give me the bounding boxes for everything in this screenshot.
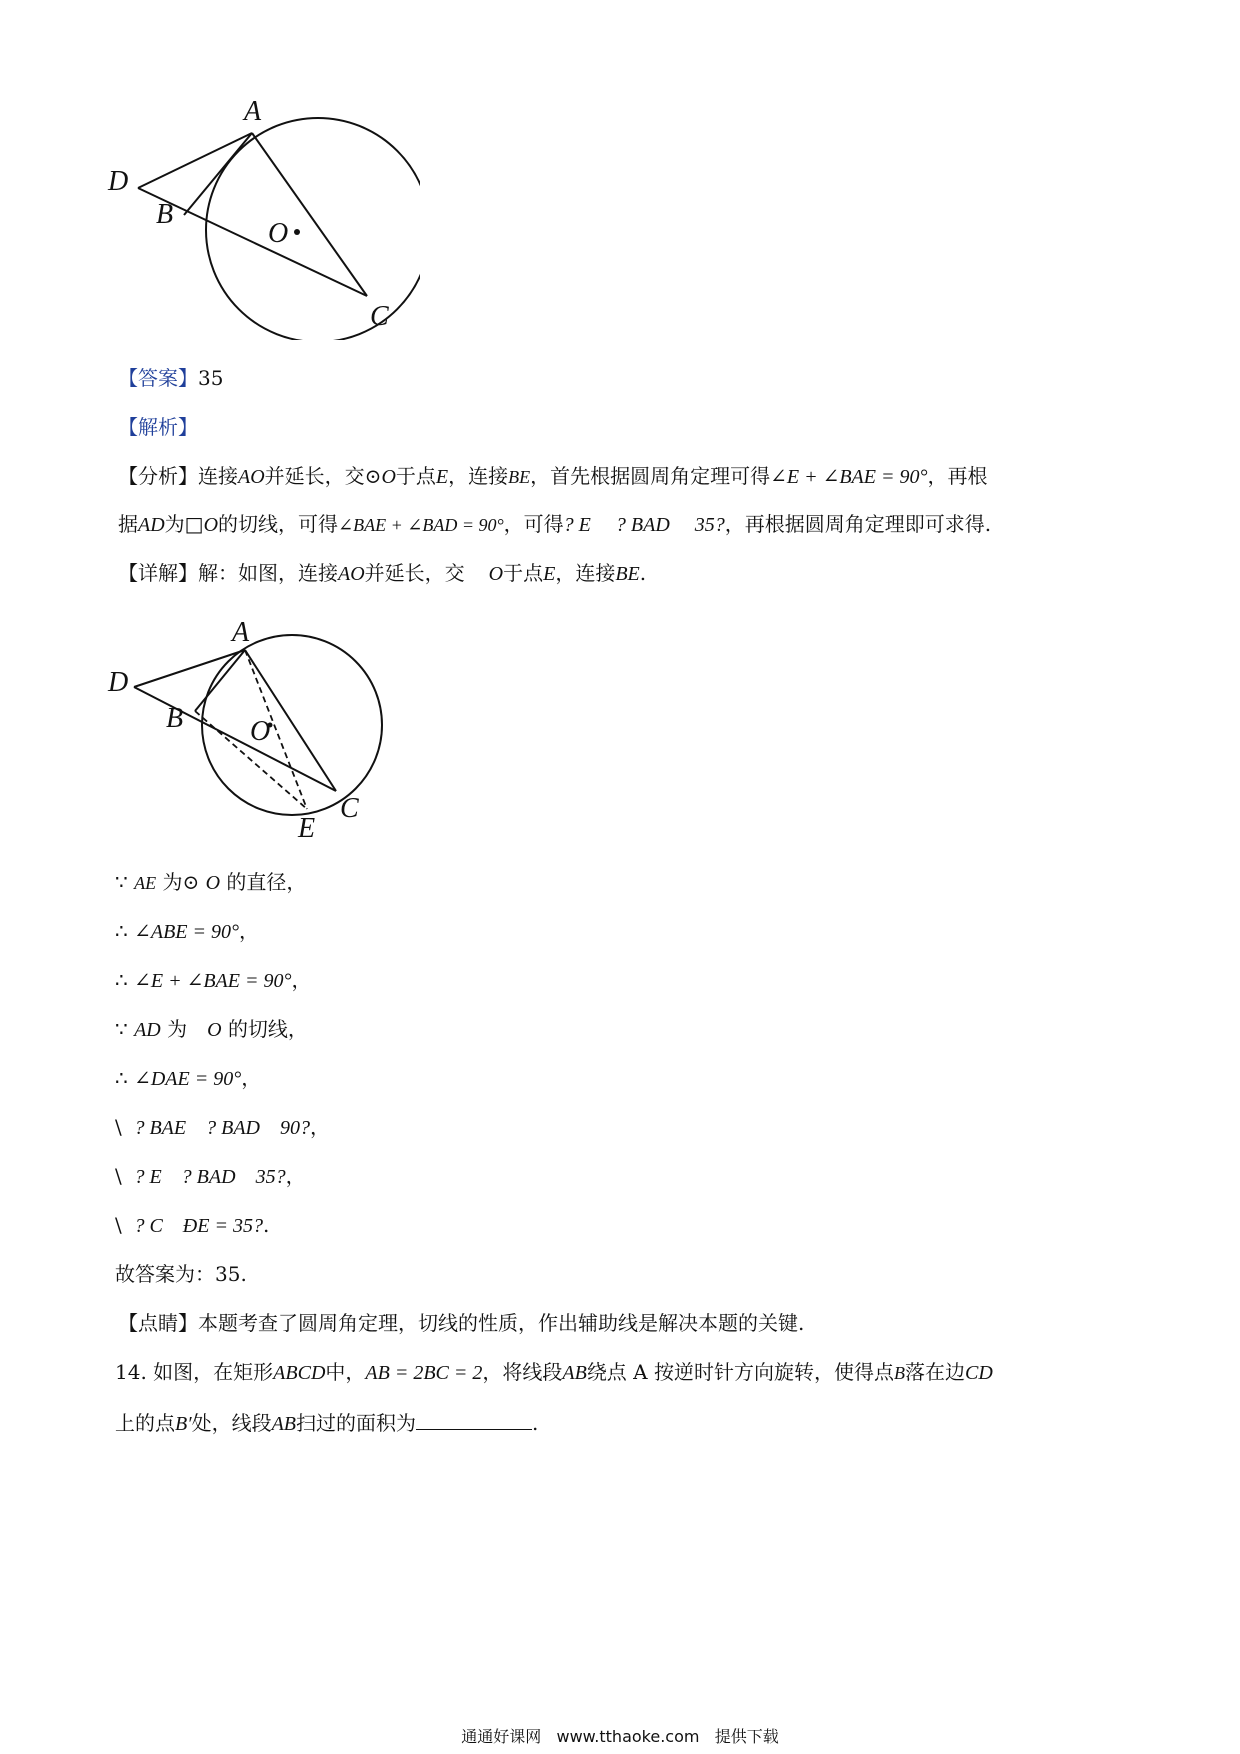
- math-ao: AO: [338, 563, 365, 585]
- text: 落在边: [904, 1360, 965, 1384]
- fenxi-tag: 【分析】: [118, 464, 198, 488]
- step-prefix: \: [115, 1164, 122, 1188]
- math-ab: AB: [271, 1413, 297, 1435]
- math-o: O: [205, 872, 221, 894]
- xiangjie-tag: 【详解】: [118, 561, 198, 585]
- text: .: [639, 561, 647, 585]
- step-math: ∠ABE = 90°: [134, 921, 239, 943]
- math-e: E: [543, 563, 556, 585]
- text: 于点: [503, 561, 544, 585]
- step-prefix: ∴: [115, 919, 128, 943]
- circle-symbol: □: [184, 512, 204, 536]
- segment-ac: [252, 133, 367, 296]
- fenxi-line-2: [118, 512, 991, 537]
- answer-line: [118, 366, 223, 390]
- answer-blank[interactable]: [416, 1409, 532, 1430]
- xiangjie-line: [118, 561, 646, 586]
- math-equation: AB = 2BC = 2: [365, 1362, 483, 1384]
- step-math: ∠DAE = 90°: [134, 1068, 242, 1090]
- step-tail: ，: [285, 1164, 306, 1188]
- step-prefix: \: [115, 1213, 122, 1237]
- circle-o: [202, 635, 382, 815]
- text: 据: [118, 512, 138, 536]
- text: 为: [164, 512, 185, 536]
- math-equation: ? E ? BAD 35?: [563, 514, 725, 536]
- dianjing-line: [118, 1311, 804, 1335]
- text: 为: [162, 870, 183, 894]
- fenxi-line-1: [118, 464, 987, 489]
- step-7: [115, 1164, 306, 1189]
- q14-line-2: [115, 1409, 538, 1436]
- circle-symbol: ⊙: [364, 464, 382, 488]
- math-b: B: [893, 1363, 905, 1383]
- text: 中，: [325, 1360, 366, 1384]
- analysis-tag: 【解析】: [118, 415, 198, 439]
- step-math: AE: [134, 873, 157, 893]
- step-tail: 的直径，: [226, 870, 307, 894]
- text: 绕点 A 按逆时针方向旋转，使得点: [586, 1360, 894, 1384]
- step-prefix: ∵: [115, 870, 128, 894]
- step-tail: ，: [291, 968, 312, 992]
- text: 的切线，可得: [218, 512, 339, 536]
- text: 为: [167, 1017, 188, 1041]
- math-o: O: [381, 466, 396, 488]
- step-6: [115, 1115, 330, 1140]
- step-tail: ，: [241, 1066, 262, 1090]
- answer-value: 35: [198, 366, 224, 390]
- step-8: [115, 1213, 269, 1238]
- conclusion: 故答案为：35.: [115, 1262, 247, 1286]
- text: ，连接: [555, 561, 616, 585]
- page-footer: 通通好课网 www.tthaoke.com 提供下载: [461, 1727, 779, 1746]
- label-e: E: [298, 813, 316, 844]
- step-prefix: ∵: [115, 1017, 128, 1041]
- text: 并延长，交: [264, 464, 365, 488]
- label-a: A: [232, 617, 250, 648]
- math-equation: ∠E + ∠BAE = 90°: [770, 466, 928, 488]
- step-2: [115, 919, 259, 944]
- text: 14. 如图，在矩形: [115, 1360, 274, 1384]
- text: ，可得: [503, 512, 564, 536]
- answer-tag: 【答案】: [118, 366, 198, 390]
- math-e: E: [435, 466, 449, 488]
- math-o: O: [207, 1019, 222, 1041]
- math-o: O: [488, 563, 504, 585]
- step-4: [115, 1017, 308, 1042]
- step-prefix: \: [115, 1115, 122, 1139]
- text: 于点: [395, 464, 436, 488]
- step-math: ? C ÐE = 35?: [134, 1215, 263, 1237]
- label-b: B: [166, 703, 184, 734]
- text: 扫过的面积为: [296, 1411, 417, 1435]
- math-o: O: [203, 514, 219, 536]
- label-o: O: [268, 218, 289, 249]
- math-b-prime: B′: [175, 1413, 192, 1435]
- text: 处，线段: [191, 1411, 272, 1435]
- step-prefix: ∴: [115, 1066, 128, 1090]
- step-5: [115, 1066, 261, 1091]
- segment-dc: [134, 687, 336, 791]
- text: 解：如图，连接: [198, 561, 338, 585]
- math-be: BE: [508, 467, 531, 487]
- step-tail: ，: [239, 919, 259, 943]
- step-3: [115, 968, 311, 993]
- label-a: A: [244, 96, 262, 127]
- label-b: B: [156, 199, 174, 230]
- dianjing-tag: 【点睛】: [118, 1311, 198, 1335]
- figure-1-circle-diagram: [100, 90, 420, 340]
- text: ，再根: [927, 464, 988, 488]
- label-o: O: [250, 716, 271, 747]
- step-tail: ，: [310, 1115, 330, 1139]
- label-c: C: [340, 793, 359, 824]
- step-1: [115, 870, 306, 895]
- step-math: ? E ? BAD 35?: [134, 1166, 286, 1188]
- math-ad: AD: [138, 514, 165, 536]
- center-dot: [294, 229, 300, 235]
- step-tail: 的切线，: [227, 1017, 308, 1041]
- text: 上的点: [115, 1411, 175, 1435]
- math-be: BE: [615, 563, 640, 585]
- text: ，首先根据圆周角定理可得: [530, 464, 771, 488]
- math-ab: AB: [562, 1362, 587, 1384]
- text: 连接: [198, 464, 238, 488]
- text: .: [532, 1411, 539, 1435]
- segment-ab: [184, 133, 252, 215]
- segment-da: [134, 650, 245, 687]
- text: 并延长，交: [364, 561, 465, 585]
- label-d: D: [108, 166, 129, 197]
- math-abcd: ABCD: [273, 1362, 326, 1384]
- text: ，将线段: [482, 1360, 563, 1384]
- math-cd: CD: [964, 1362, 993, 1384]
- segment-da: [138, 133, 252, 188]
- text: 本题考查了圆周角定理，切线的性质，作出辅助线是解决本题的关键.: [198, 1311, 805, 1335]
- step-math: ∠E + ∠BAE = 90°: [134, 970, 292, 992]
- text: ，再根据圆周角定理即可求得.: [724, 512, 992, 536]
- step-prefix: ∴: [115, 968, 128, 992]
- label-c: C: [370, 301, 389, 332]
- text: ，连接: [448, 464, 509, 488]
- step-tail: .: [262, 1213, 270, 1237]
- step-math: ? BAE ? BAD 90?: [134, 1117, 310, 1139]
- circle-symbol: ⊙: [182, 870, 200, 894]
- q14-line-1: [115, 1360, 993, 1385]
- figure-2-circle-diagram: [100, 615, 420, 845]
- math-ao: AO: [238, 466, 265, 488]
- step-math: AD: [134, 1019, 161, 1041]
- label-d: D: [108, 667, 129, 698]
- math-equation: ∠BAE + ∠BAD = 90°: [338, 515, 504, 535]
